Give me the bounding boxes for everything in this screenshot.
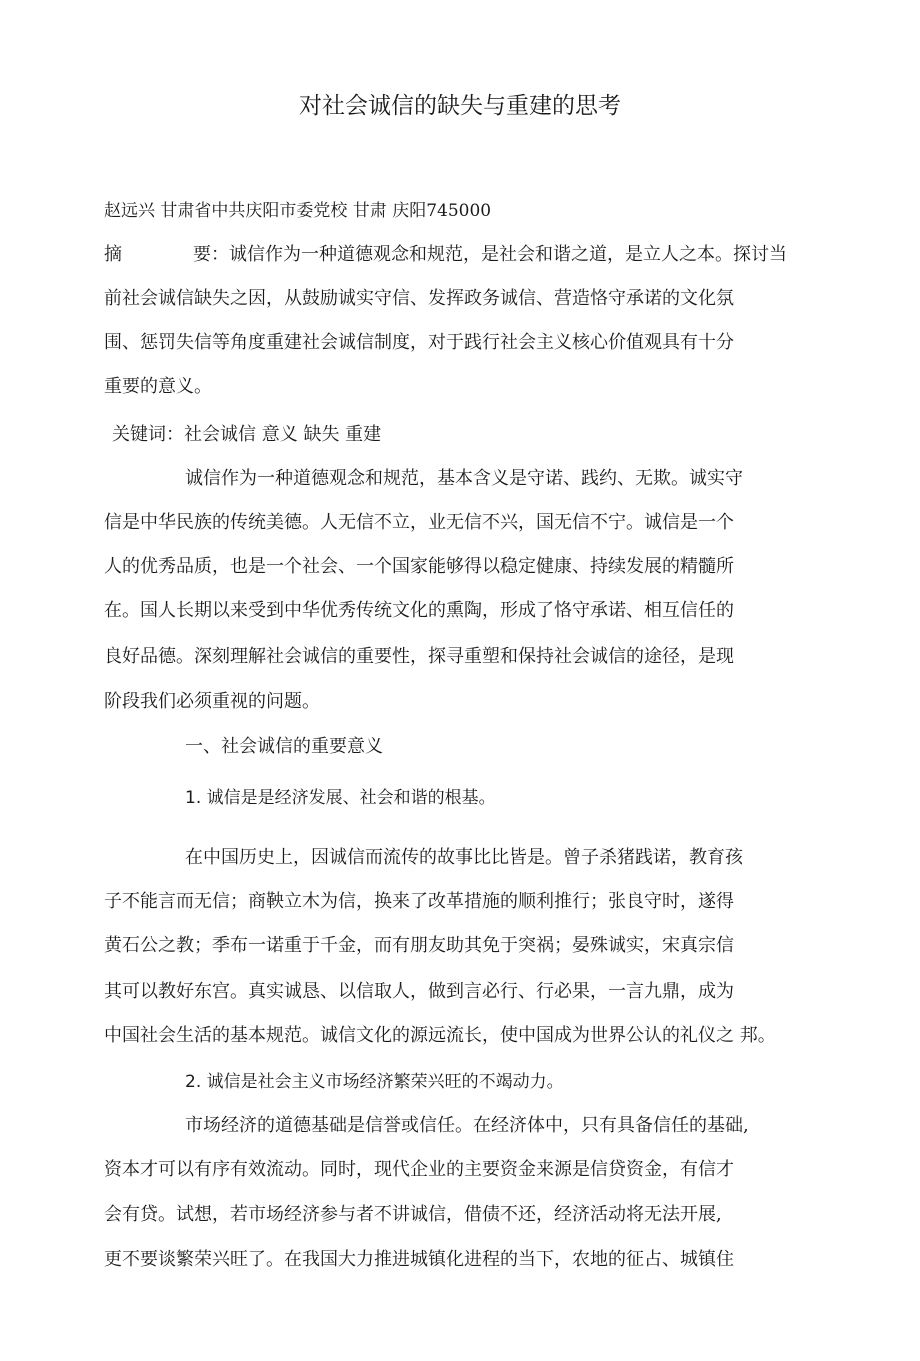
subheading: 1. 诚信是是经济发展、社会和谐的根基。 — [185, 788, 496, 808]
intro-line: 信是中华民族的传统美德。人无信不立，业无信不兴，国无信不宁。诚信是一个 — [104, 512, 734, 533]
paragraph-line: 黄石公之教；季布一诺重于千金，而有朋友助其免于突祸；晏殊诚实，宋真宗信 — [104, 935, 734, 956]
author-line: 赵远兴 甘肃省中共庆阳市委党校 甘肃 庆阳745000 — [104, 201, 492, 221]
paragraph-line: 资本才可以有序有效流动。同时，现代企业的主要资金来源是信贷资金，有信才 — [104, 1159, 734, 1180]
section-heading: 一、社会诚信的重要意义 — [185, 736, 383, 757]
abstract-first-line: 要：诚信作为一种道德观念和规范，是社会和谐之道，是立人之本。探讨当 — [193, 244, 787, 265]
paragraph-line: 更不要谈繁荣兴旺了。在我国大力推进城镇化进程的当下，农地的征占、城镇住 — [104, 1249, 734, 1270]
abstract-line: 重要的意义。 — [104, 376, 212, 397]
paragraph-line: 中国社会生活的基本规范。诚信文化的源远流长，使中国成为世界公认的礼仪之 邦。 — [104, 1025, 776, 1046]
intro-line: 诚信作为一种道德观念和规范，基本含义是守诺、践约、无欺。诚实守 — [185, 468, 743, 489]
abstract-line: 前社会诚信缺失之因，从鼓励诚实守信、发挥政务诚信、营造恪守承诺的文化氛 — [104, 288, 734, 309]
subheading: 2. 诚信是社会主义市场经济繁荣兴旺的不竭动力。 — [185, 1072, 564, 1092]
paragraph-line: 市场经济的道德基础是信誉或信任。在经济体中，只有具备信任的基础, — [185, 1115, 749, 1136]
paragraph-line: 在中国历史上，因诚信而流传的故事比比皆是。曾子杀猪践诺，教育孩 — [185, 847, 743, 868]
intro-line: 在。国人长期以来受到中华优秀传统文化的熏陶，形成了恪守承诺、相互信任的 — [104, 600, 734, 621]
abstract-line: 围、惩罚失信等角度重建社会诚信制度，对于践行社会主义核心价值观具有十分 — [104, 332, 734, 353]
paragraph-line: 会有贷。试想，若市场经济参与者不讲诚信，借债不还，经济活动将无法开展, — [104, 1204, 722, 1225]
intro-line: 阶段我们必须重视的问题。 — [104, 691, 320, 712]
paragraph-line: 其可以教好东宫。真实诚恳、以信取人，做到言必行、行必果，一言九鼎，成为 — [104, 981, 734, 1002]
keywords-line: 关键词：社会诚信 意义 缺失 重建 — [112, 424, 382, 445]
abstract-label: 摘 — [104, 244, 122, 265]
document-title: 对社会诚信的缺失与重建的思考 — [299, 93, 621, 119]
intro-line: 人的优秀品质，也是一个社会、一个国家能够得以稳定健康、持续发展的精髓所 — [104, 556, 734, 577]
intro-line: 良好品德。深刻理解社会诚信的重要性，探寻重塑和保持社会诚信的途径，是现 — [104, 646, 734, 667]
paragraph-line: 子不能言而无信；商鞅立木为信，换来了改革措施的顺利推行；张良守时，遂得 — [104, 891, 734, 912]
